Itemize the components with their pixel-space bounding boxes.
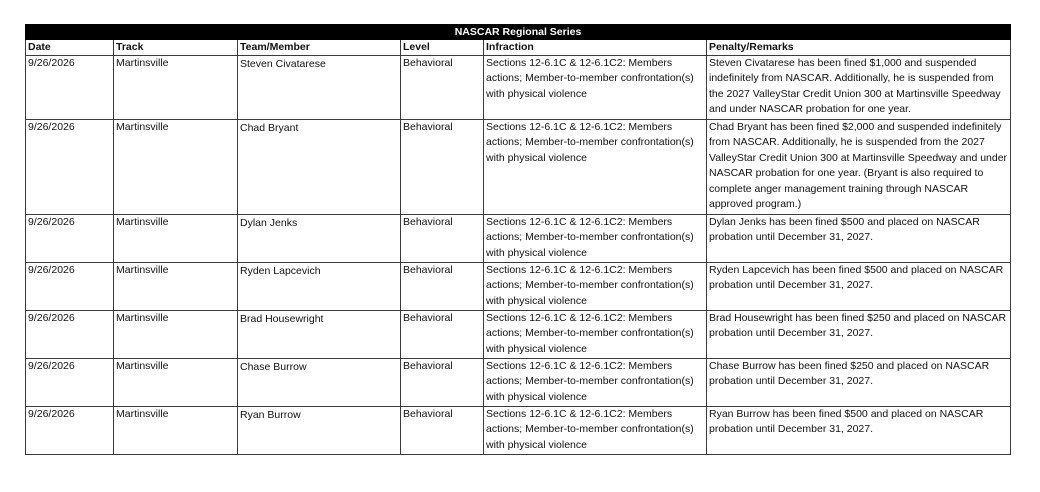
table-title-row	[26, 25, 1011, 40]
cell-level: Behavioral	[401, 120, 484, 215]
penalty-sheet	[25, 24, 1010, 455]
cell-member: Steven Civatarese	[238, 56, 401, 120]
cell-member: Ryan Burrow	[238, 407, 401, 455]
cell-track: Martinsville	[114, 407, 238, 455]
cell-penalty: Steven Civatarese has been fined $1,000 and suspended indefinitely from NASCAR. Additionally, he is suspended from the 2027 ValleyStar Credit Union 300 at Martinsville Speedway and under NASCAR probation for one year.	[707, 56, 1011, 120]
cell-penalty: Chase Burrow has been fined $250 and placed on NASCAR probation until December 31, 2027.	[707, 359, 1011, 407]
cell-infraction: Sections 12-6.1C & 12-6.1C2: Members actions; Member-to-member confrontation(s) with physical violence	[484, 359, 707, 407]
cell-infraction: Sections 12-6.1C & 12-6.1C2: Members actions; Member-to-member confrontation(s) with physical violence	[484, 311, 707, 359]
cell-level: Behavioral	[401, 311, 484, 359]
cell-track: Martinsville	[114, 311, 238, 359]
cell-date: 9/26/2026	[26, 311, 114, 359]
cell-infraction: Sections 12-6.1C & 12-6.1C2: Members actions; Member-to-member confrontation(s) with physical violence	[484, 56, 707, 120]
cell-penalty: Dylan Jenks has been fined $500 and placed on NASCAR probation until December 31, 2027.	[707, 215, 1011, 263]
cell-date: 9/26/2026	[26, 120, 114, 215]
cell-member: Chase Burrow	[238, 359, 401, 407]
cell-date: 9/26/2026	[26, 263, 114, 311]
cell-level: Behavioral	[401, 56, 484, 120]
cell-infraction: Sections 12-6.1C & 12-6.1C2: Members actions; Member-to-member confrontation(s) with physical violence	[484, 263, 707, 311]
header-infraction: Infraction	[484, 40, 707, 56]
cell-date: 9/26/2026	[26, 407, 114, 455]
cell-level: Behavioral	[401, 263, 484, 311]
cell-member: Brad Housewright	[238, 311, 401, 359]
header-date: Date	[26, 40, 114, 56]
cell-infraction: Sections 12-6.1C & 12-6.1C2: Members actions; Member-to-member confrontation(s) with physical violence	[484, 215, 707, 263]
table-row	[26, 215, 1011, 263]
cell-date: 9/26/2026	[26, 56, 114, 120]
cell-track: Martinsville	[114, 56, 238, 120]
cell-penalty: Brad Housewright has been fined $250 and placed on NASCAR probation until December 31, 2027.	[707, 311, 1011, 359]
header-member: Team/Member	[238, 40, 401, 56]
cell-penalty: Chad Bryant has been fined $2,000 and suspended indefinitely from NASCAR. Additionally, he is suspended from the 2027 ValleyStar Credit Union 300 at Martinsville Speedway and under NASCAR probation for one year. (Bryant is also required to complete anger management training through NASCAR approved program.)	[707, 120, 1011, 215]
cell-level: Behavioral	[401, 359, 484, 407]
cell-infraction: Sections 12-6.1C & 12-6.1C2: Members actions; Member-to-member confrontation(s) with physical violence	[484, 120, 707, 215]
table-row	[26, 120, 1011, 215]
cell-member: Ryden Lapcevich	[238, 263, 401, 311]
table-row	[26, 407, 1011, 455]
cell-track: Martinsville	[114, 359, 238, 407]
cell-track: Martinsville	[114, 215, 238, 263]
cell-member: Dylan Jenks	[238, 215, 401, 263]
cell-level: Behavioral	[401, 407, 484, 455]
cell-infraction: Sections 12-6.1C & 12-6.1C2: Members actions; Member-to-member confrontation(s) with physical violence	[484, 407, 707, 455]
cell-penalty: Ryden Lapcevich has been fined $500 and placed on NASCAR probation until December 31, 2027.	[707, 263, 1011, 311]
cell-track: Martinsville	[114, 120, 238, 215]
penalty-table	[25, 24, 1011, 455]
table-row	[26, 359, 1011, 407]
header-level: Level	[401, 40, 484, 56]
cell-member: Chad Bryant	[238, 120, 401, 215]
cell-track: Martinsville	[114, 263, 238, 311]
table-title: NASCAR Regional Series	[26, 25, 1011, 40]
header-penalty: Penalty/Remarks	[707, 40, 1011, 56]
table-row	[26, 263, 1011, 311]
table-row	[26, 56, 1011, 120]
cell-date: 9/26/2026	[26, 359, 114, 407]
cell-level: Behavioral	[401, 215, 484, 263]
header-track: Track	[114, 40, 238, 56]
cell-date: 9/26/2026	[26, 215, 114, 263]
table-row	[26, 311, 1011, 359]
header-row	[26, 40, 1011, 56]
cell-penalty: Ryan Burrow has been fined $500 and placed on NASCAR probation until December 31, 2027.	[707, 407, 1011, 455]
